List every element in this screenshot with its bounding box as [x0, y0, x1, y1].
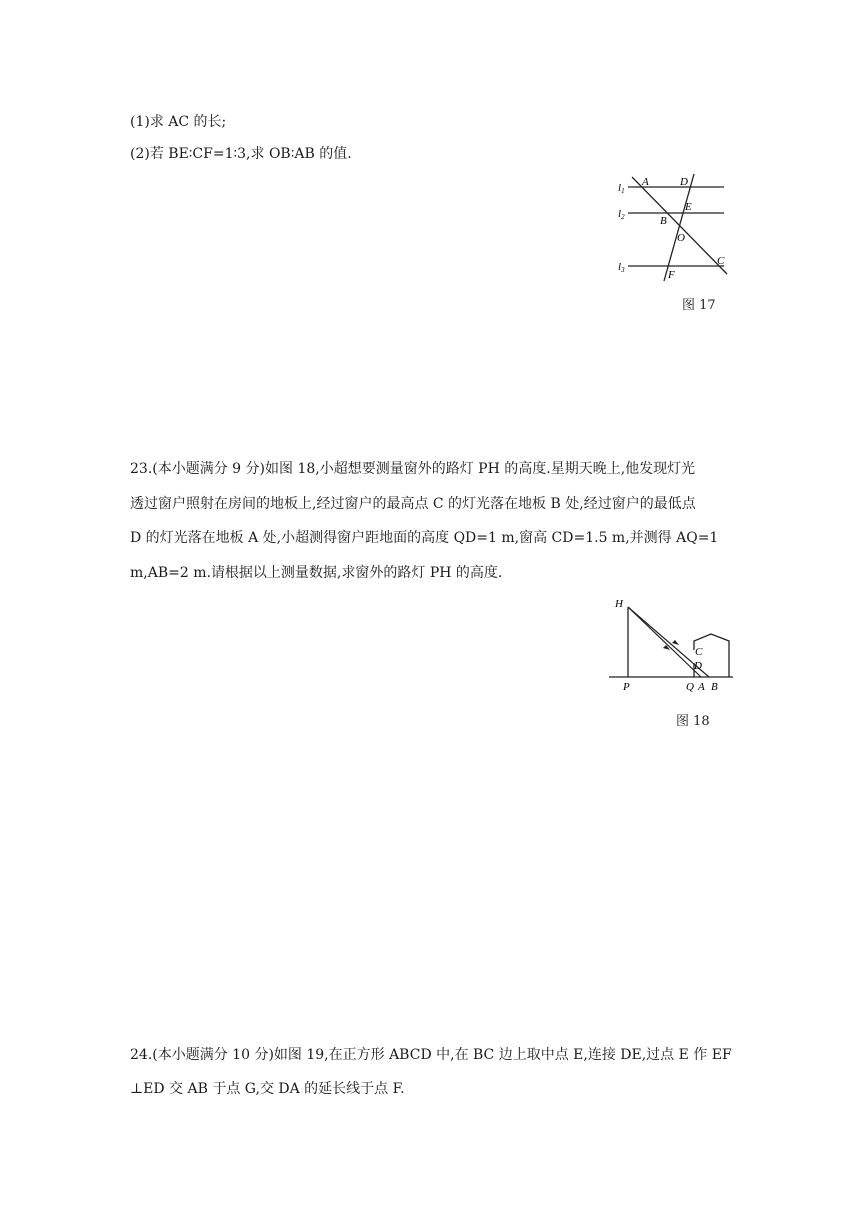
label-c: C: [717, 255, 725, 267]
label-q: Q: [686, 681, 694, 693]
q23-line1: 23.(本小题满分 9 分)如图 18,小超想要测量窗外的路灯 PH 的高度.星期天晚上,他发现灯光: [130, 461, 696, 477]
q24-line1: 24.(本小题满分 10 分)如图 19,在正方形 ABCD 中,在 BC 边上取中点 E,连接 DE,过点 E 作 EF: [130, 1047, 732, 1063]
q22-part2: (2)若 BE∶CF=1∶3,求 OB∶AB 的值.: [130, 146, 352, 162]
label-e: E: [685, 201, 692, 213]
figure-17-caption: 图 17: [682, 298, 716, 313]
label-a: A: [642, 176, 649, 188]
label-f: F: [668, 269, 675, 281]
figure-18-caption: 图 18: [676, 714, 710, 729]
label-b: B: [711, 681, 718, 693]
q23-line4: m,AB=2 m.请根据以上测量数据,求窗外的路灯 PH 的高度.: [130, 565, 503, 581]
label-l1: l1: [618, 182, 625, 195]
q23-line3: D 的灯光落在地板 A 处,小超测得窗户距地面的高度 QD=1 m,窗高 CD=1.5 m,并测得 AQ=1: [130, 530, 719, 546]
label-o: O: [677, 232, 685, 244]
figure-18: [605, 593, 740, 698]
label-c: C: [695, 646, 703, 658]
label-h: H: [615, 598, 623, 610]
q22-part1: (1)求 AC 的长;: [130, 114, 227, 130]
q23-line2: 透过窗户照射在房间的地板上,经过窗户的最高点 C 的灯光落在地板 B 处,经过窗户的最低点: [130, 496, 696, 512]
label-a: A: [698, 681, 705, 693]
transversal-df: [664, 174, 694, 281]
label-l3: l3: [618, 261, 625, 274]
q24-line2: ⊥ED 交 AB 于点 G,交 DA 的延长线于点 F.: [130, 1081, 405, 1097]
label-l2: l2: [618, 208, 625, 221]
figure-17: [610, 168, 735, 283]
label-d: D: [694, 660, 702, 672]
arrow-mark-1: [672, 640, 679, 645]
ray-to-a: [628, 607, 701, 677]
label-b: B: [660, 215, 667, 227]
label-d: D: [680, 176, 688, 188]
label-p: P: [623, 681, 630, 693]
